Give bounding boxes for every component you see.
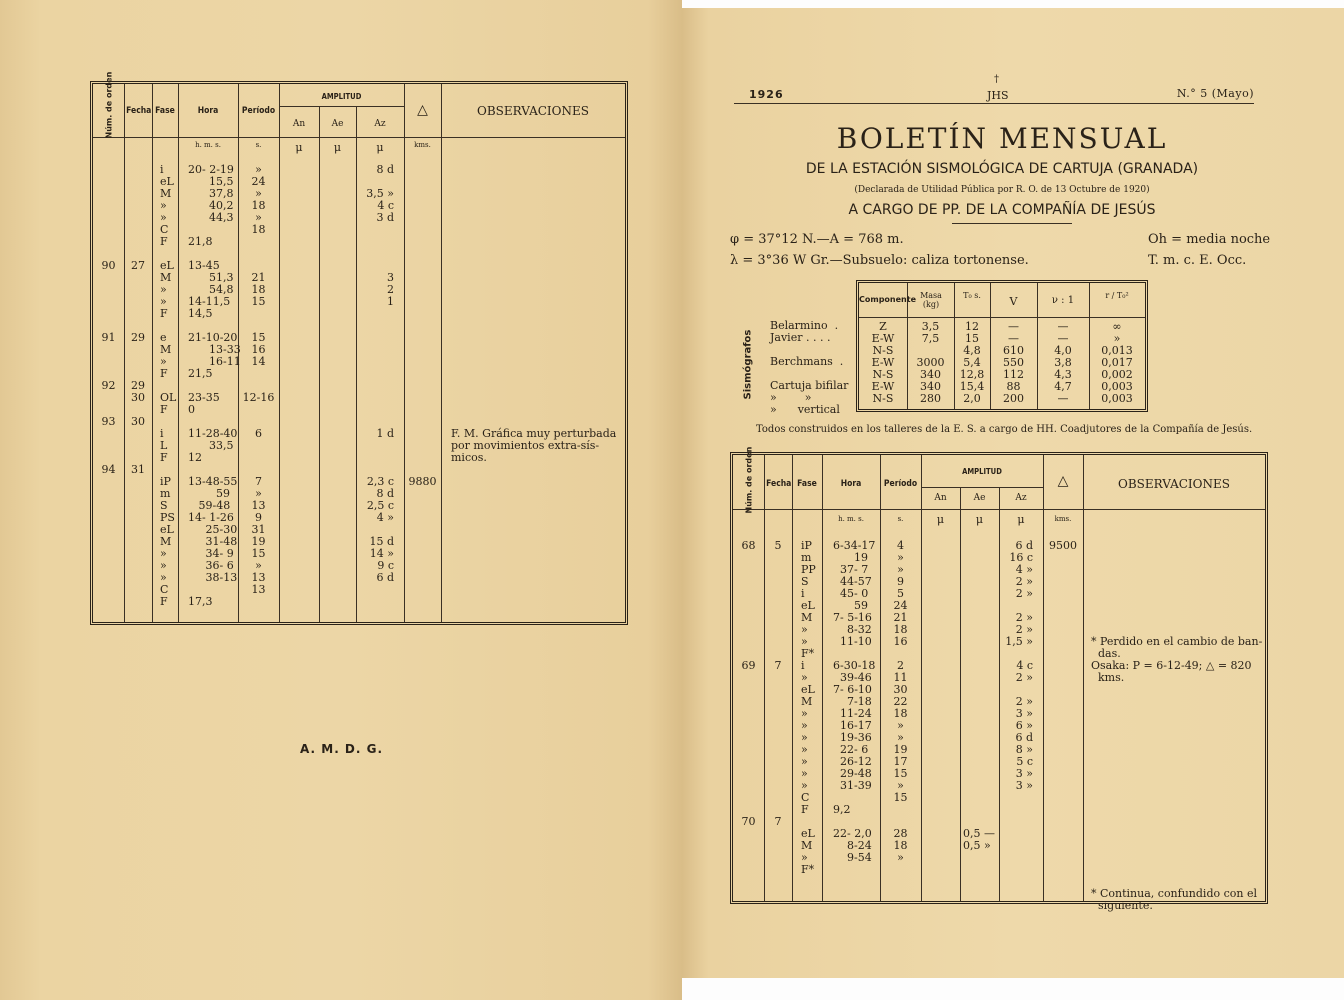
data-hora: 20- 2-19 15,5 37,8 40,2 44,3 21,8 13-45 51,3 54,8 14-11,5 14,5 21-10-20 13-33 16-11 21,5 23-35 0 11-28-40 33,5 12 13-48-55 59 59-48 14- 1-26 25-30 31-48 34- 9 36- 6 38-13 17,3 (188, 163, 241, 608)
col-header-hora: Hora (197, 106, 219, 116)
data-delta: 9500 (1049, 539, 1077, 552)
col-header-obs: OBSERVACIONES (476, 104, 589, 118)
right-page (682, 8, 1344, 978)
unit-an: μ (295, 141, 303, 154)
col-header-num: Núm. de orden (104, 71, 114, 139)
sismografos-label: Sismógrafos (742, 329, 754, 400)
data-fecha: 27 29 29 30 30 31 (131, 259, 145, 476)
col-header-fecha: Fecha (766, 479, 792, 489)
masthead (734, 74, 1254, 104)
year: 1926 (749, 88, 784, 101)
seis-masa: 3,5 7,5 3000 340 340 280 (916, 320, 945, 405)
col-header-fase: Fase (155, 106, 175, 116)
data-hora: 6-34-17 19 37- 7 44-57 45- 0 59 7- 5-16 8-32 11-10 6-30-18 39-46 7- 6-10 7-18 11-24 16-17 19-36 22- 6 26-12 29-48 31-39 9,2 22- 2,0 8-24 9-54 (833, 539, 876, 864)
col-header-periodo: Período (883, 479, 918, 489)
col-header-az: Az (374, 119, 386, 129)
col-header-periodo: Período (241, 106, 276, 116)
seis-header-r: r / T₀² (1105, 291, 1129, 300)
seismic-table-right (730, 446, 1268, 912)
data-observaciones: * Perdido en el cambio de ban- das. Osaka: P = 6-12-49; △ = 820 kms. * Continua, confundido con el siguiente. (1091, 635, 1263, 912)
unit-hora: h. m. s. (838, 515, 864, 523)
data-observaciones: F. M. Gráfica muy perturbada por movimientos extra-sís- micos. (451, 427, 617, 464)
col-header-an: An (934, 493, 947, 503)
seis-header-nu: ν : 1 (1051, 295, 1075, 306)
data-num: 90 91 92 93 94 (101, 259, 116, 476)
data-az: 6 d 16 c 4 » 2 » 2 » 2 » 2 » 1,5 » 4 c 2 » 2 » 3 » 6 » 6 d 8 » 5 c 3 » 3 » (1005, 539, 1033, 792)
col-header-hora: Hora (840, 479, 862, 489)
col-header-an: An (292, 119, 306, 129)
seis-comp: Z E-W N-S E-W N-S E-W N-S (871, 320, 895, 405)
data-num: 68 69 70 (741, 539, 756, 828)
seis-header-v: V (1009, 295, 1018, 308)
data-fase: iP m PP S i eL M » » F* i » eL M » » » » » » » C F eL M » F* (801, 539, 816, 876)
data-periodo: 4 » » 9 5 24 21 18 16 2 11 30 22 18 » » 19 17 15 » 15 28 18 » (893, 539, 908, 864)
col-header-fase: Fase (797, 479, 817, 489)
unit-an: μ (936, 513, 945, 526)
col-header-az: Az (1015, 493, 1027, 503)
cargo: A CARGO DE PP. DE LA COMPAÑÍA DE JESÚS (848, 202, 1156, 218)
seis-header-comp: Componente (859, 295, 916, 304)
data-ae: 0,5 — 0,5 » (963, 827, 995, 852)
col-header-delta: △ (1057, 473, 1069, 489)
unit-ae: μ (333, 141, 342, 154)
data-periodo: » 24 » 18 » 18 21 18 15 15 16 14 12-16 6 7 » 13 9 31 19 15 » 13 13 (242, 163, 275, 596)
seis-nu: — — 4,0 3,8 4,3 4,7 — (1054, 320, 1072, 405)
seis-t0: 12 15 4,8 5,4 12,8 15,4 2,0 (959, 320, 985, 405)
construction-note: Todos construidos en los talleres de la E. S. a cargo de HH. Coadjutores de la Compañía de Jesús. (756, 424, 1253, 435)
seismograph-table (856, 280, 1148, 412)
data-fase: i eL M » » C F eL M » » F e M » F OL F i L F iP m S PS eL M » » » C F (160, 163, 177, 608)
unit-periodo: s. (255, 141, 262, 149)
data-az: 8 d 3,5 » 4 c 3 d 3 2 1 1 d 2,3 c 8 d 2,5 c 4 » 15 d 14 » 9 c 6 d (366, 163, 394, 584)
subtitle: DE LA ESTACIÓN SISMOLÓGICA DE CARTUJA (GRANADA) (805, 161, 1199, 177)
col-header-amplitud: AMPLITUD (321, 92, 362, 101)
col-header-num: Núm. de orden (744, 446, 754, 514)
col-header-ae: Ae (973, 493, 986, 503)
unit-hora: h. m. s. (195, 141, 221, 149)
data-delta: 9880 (408, 475, 437, 488)
unit-az: μ (376, 141, 384, 154)
unit-delta: kms. (414, 141, 431, 149)
unit-delta: kms. (1054, 515, 1072, 523)
issue: N.° 5 (Mayo) (1176, 87, 1254, 100)
seis-v: — — 610 550 112 88 200 (1003, 320, 1024, 405)
decree: (Declarada de Utilidad Pública por R. O. de 13 Octubre de 1920) (854, 185, 1150, 195)
cross-icon: † (994, 74, 999, 85)
col-header-fecha: Fecha (126, 106, 152, 116)
seismic-table-left (90, 71, 628, 625)
footer-amdg: A. M. D. G. (300, 742, 384, 756)
unit-ae: μ (975, 513, 984, 526)
seis-header-t0: T₀ s. (963, 291, 981, 300)
coords-lat: φ = 37°12 N.—A = 768 m. (730, 232, 904, 247)
col-header-delta: △ (417, 102, 428, 118)
main-title: BOLETÍN MENSUAL (836, 122, 1168, 155)
seis-r: ∞ » 0,013 0,017 0,002 0,003 0,003 (1101, 320, 1133, 405)
col-header-obs: OBSERVACIONES (1117, 477, 1230, 491)
col-header-amplitud: AMPLITUD (962, 467, 1002, 476)
seismograph-names: Belarmino . Javier . . . . Berchmans . Cartuja bifilar » » » vertical (770, 319, 849, 416)
coords-lon: λ = 3°36 W Gr.—Subsuelo: caliza tortonense. (730, 253, 1029, 268)
jhs: JHS (987, 89, 1009, 102)
time-origin: Oh = media noche (1148, 232, 1271, 247)
divider (952, 223, 1072, 224)
unit-periodo: s. (897, 515, 904, 523)
col-header-ae: Ae (331, 119, 344, 129)
time-ref: T. m. c. E. Occ. (1148, 253, 1247, 268)
unit-az: μ (1017, 513, 1025, 526)
data-fecha: 5 7 7 (774, 539, 782, 828)
seis-header-masa: Masa (kg) (920, 291, 942, 309)
